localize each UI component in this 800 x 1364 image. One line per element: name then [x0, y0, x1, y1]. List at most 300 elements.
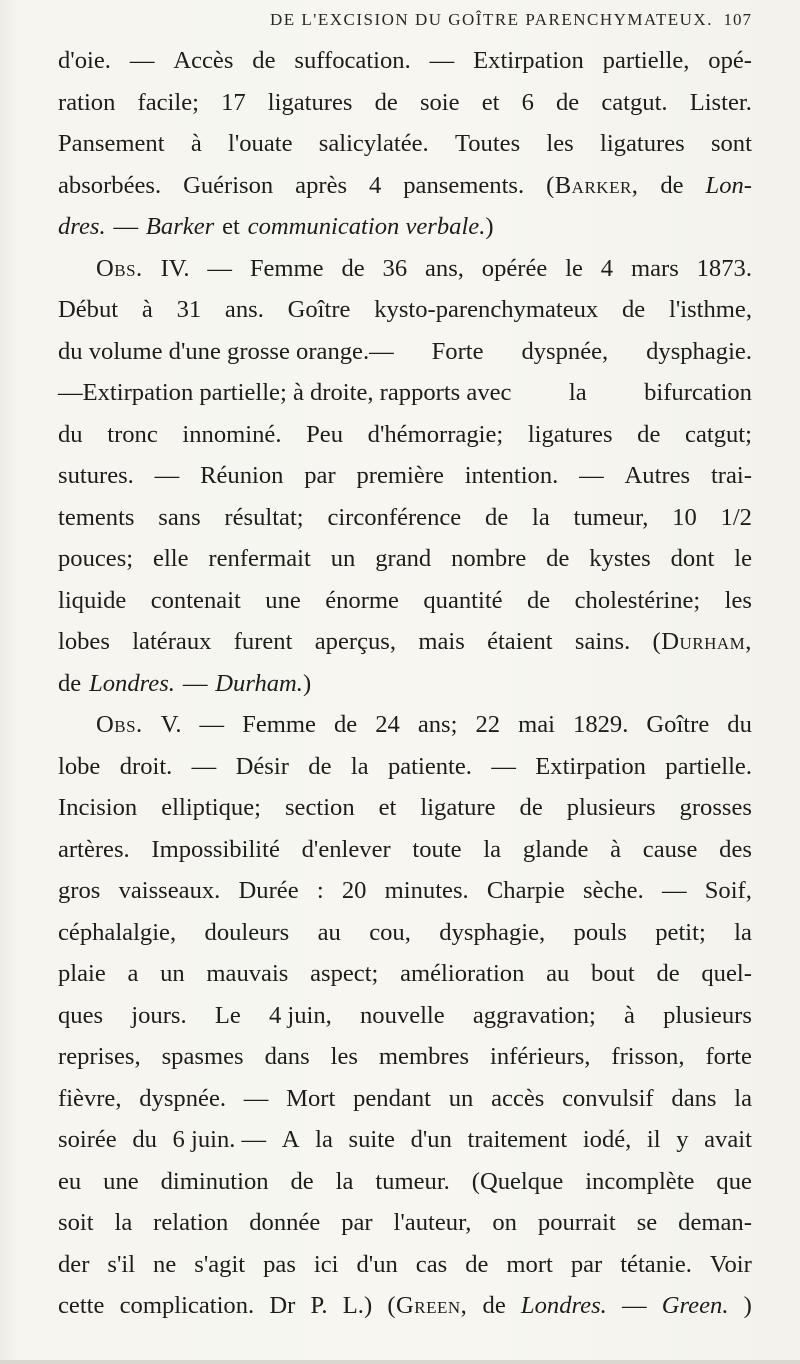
word: aperçus, — [314, 628, 397, 655]
word: — — [243, 1084, 269, 1112]
running-header — [270, 10, 752, 30]
text-line — [58, 746, 752, 788]
word: d'oie. — [58, 47, 111, 74]
word: elle — [153, 545, 189, 572]
word: ligatures — [267, 88, 353, 116]
word: mauvais — [206, 960, 289, 987]
word: Extirpation — [535, 752, 646, 780]
word: pouls — [573, 918, 627, 946]
word: L.) — [342, 1292, 373, 1319]
word: étaient — [487, 628, 553, 655]
word: circonférence — [327, 503, 462, 531]
word: lobe — [58, 752, 101, 780]
running-title: DE L'EXCISION DU GOÎTRE PARENCHYMATEUX. — [270, 10, 713, 29]
word: à — [623, 1001, 635, 1029]
word: jours. — [131, 1001, 187, 1029]
word: douleurs — [204, 918, 290, 946]
word: kystes — [589, 545, 651, 572]
text-line — [58, 331, 752, 373]
word: ) — [743, 1292, 752, 1319]
word: ligatures — [600, 130, 685, 157]
word: l'ouate — [227, 130, 293, 157]
word: Réunion — [200, 462, 284, 489]
word: au — [317, 918, 341, 946]
word: inférieurs, — [490, 1043, 591, 1070]
word: s'agit — [194, 1250, 246, 1278]
word: de — [308, 752, 332, 780]
word: il — [646, 1126, 661, 1153]
word: a — [127, 960, 139, 987]
word: Désir — [235, 752, 289, 780]
word: — — [579, 462, 604, 489]
word: : — [316, 877, 324, 904]
word: ans. — [224, 296, 264, 323]
word: IV. — [160, 254, 190, 282]
word: tronc — [107, 420, 158, 448]
word: un — [330, 545, 356, 572]
word: dyspnée, — [521, 337, 609, 365]
word: de — [546, 545, 570, 572]
word: nouvelle — [360, 1001, 445, 1029]
word: Guérison — [183, 171, 274, 199]
text-line — [58, 1078, 752, 1120]
word: absorbées. — [58, 171, 162, 199]
word: amélioration — [400, 960, 525, 987]
word: patiente. — [387, 752, 472, 780]
word: de — [519, 794, 543, 821]
word: trai- — [710, 462, 752, 489]
text-line — [58, 787, 752, 829]
word: sutures. — [58, 462, 134, 489]
word: plaie — [58, 960, 106, 987]
word: de — [290, 1167, 314, 1195]
word: un — [160, 960, 185, 987]
word: de — [252, 47, 276, 74]
text-line — [58, 414, 752, 456]
text-line — [58, 1036, 752, 1078]
word: Londres. — [520, 1292, 607, 1319]
text-line — [58, 1161, 752, 1203]
word: ) — [485, 213, 494, 240]
word: cause — [642, 835, 698, 863]
word: une — [103, 1167, 139, 1195]
word: tétanie. — [620, 1250, 692, 1278]
text-line — [58, 40, 752, 82]
word: à — [190, 130, 202, 157]
word: convulsif — [562, 1084, 654, 1112]
word: aspect; — [310, 960, 379, 987]
word: dyspnée. — [139, 1084, 227, 1112]
word: spasmes — [161, 1043, 244, 1070]
text-line — [58, 704, 752, 746]
text-line — [58, 123, 752, 165]
word: 20 — [341, 877, 367, 904]
word: cou, — [369, 918, 411, 946]
word: de — [482, 1292, 506, 1319]
word: ans; — [417, 711, 458, 738]
text-line — [58, 497, 752, 539]
word: catgut. — [601, 88, 668, 116]
word: d'un — [356, 1250, 398, 1278]
word: complication. — [119, 1292, 255, 1319]
word: incomplète — [585, 1167, 695, 1195]
word: de — [333, 711, 358, 738]
word: iodé, — [582, 1126, 632, 1153]
word: — — [182, 669, 208, 697]
text-line — [58, 870, 752, 912]
word: Lon- — [705, 171, 752, 199]
word: petit; — [655, 918, 706, 946]
word: partielle. — [665, 752, 752, 780]
word: Charpie — [486, 877, 565, 904]
word: suite — [348, 1126, 395, 1153]
word: —Extirpation partielle; à droite, rapports avec — [58, 379, 512, 406]
word: Impossibilité — [151, 835, 280, 863]
word: soit — [58, 1209, 94, 1236]
word: les — [330, 1043, 358, 1070]
word: Barker — [145, 213, 215, 240]
word: grosses — [679, 794, 752, 821]
text-line — [58, 1285, 752, 1327]
word: s'il — [107, 1250, 136, 1278]
word: deman- — [678, 1209, 752, 1236]
word: innominé. — [182, 420, 282, 448]
word: dres. — [58, 213, 106, 240]
word: plusieurs — [663, 1001, 752, 1029]
word: Incision — [58, 794, 138, 821]
word: la — [734, 918, 752, 946]
word: frisson, — [611, 1043, 685, 1070]
word: 17 — [221, 88, 246, 116]
word: 4 — [600, 254, 614, 282]
word: à — [141, 296, 153, 323]
word: facile; — [137, 88, 199, 116]
word: soie — [419, 88, 460, 116]
word: de — [374, 88, 398, 116]
word: y — [676, 1126, 689, 1153]
word: de — [465, 1250, 489, 1278]
word: ici — [313, 1250, 339, 1278]
word: sains. — [574, 628, 631, 655]
word: kysto-parenchymateux — [374, 296, 599, 323]
word: l'auteur, — [393, 1209, 472, 1236]
word: du volume d'une grosse orange.— — [58, 337, 394, 365]
word: salicylatée. — [318, 130, 429, 157]
word: Soif, — [704, 877, 752, 904]
word: la — [568, 379, 587, 406]
text-line — [58, 1119, 752, 1161]
word: artères. — [58, 835, 130, 863]
word: 6 juin. — — [172, 1126, 267, 1153]
word: diminution — [160, 1167, 269, 1195]
word: traitement — [467, 1126, 568, 1153]
word: au — [546, 960, 570, 987]
word: de — [58, 669, 82, 697]
word: du — [727, 711, 752, 738]
word: et — [378, 794, 397, 821]
word: (Quelque — [471, 1167, 564, 1195]
word: d'enlever — [301, 835, 391, 863]
word: la — [483, 835, 502, 863]
word: Début — [58, 296, 119, 323]
text-line — [58, 1244, 752, 1286]
word: toute — [412, 835, 462, 863]
word: membres — [378, 1043, 470, 1070]
word: — — [429, 47, 455, 74]
word: (Green, — [387, 1292, 468, 1319]
word: Autres — [624, 462, 691, 489]
word: Green. — [661, 1292, 729, 1319]
word: la — [315, 1126, 333, 1153]
word: dysphagie, — [439, 918, 546, 946]
word: la — [114, 1209, 133, 1236]
word: elliptique; — [161, 794, 261, 821]
text-line — [58, 248, 752, 290]
word: Mort — [286, 1084, 336, 1112]
word: Femme — [249, 254, 324, 282]
word: la — [734, 1084, 752, 1112]
word: première — [356, 462, 444, 489]
word: — — [207, 254, 232, 282]
word: communication verbale. — [247, 213, 486, 240]
word: accès — [491, 1084, 545, 1112]
word: partielle, — [602, 47, 690, 74]
word: — — [621, 1292, 647, 1319]
word: cette — [58, 1292, 105, 1319]
word: et — [481, 88, 500, 116]
word: après — [295, 171, 348, 199]
word: 31 — [176, 296, 202, 323]
word: catgut; — [685, 420, 752, 448]
word: vaisseaux. — [118, 877, 221, 904]
word: 10 — [672, 503, 697, 531]
text-line — [58, 455, 752, 497]
word: (Barker, — [546, 171, 639, 199]
word: de — [660, 171, 684, 199]
word: Dr — [269, 1292, 296, 1319]
word: — — [661, 877, 687, 904]
word: ligature — [420, 794, 496, 821]
word: opérée — [481, 254, 548, 282]
word: 4 — [369, 171, 382, 199]
word: énorme — [325, 586, 399, 614]
word: la — [335, 1167, 354, 1195]
word: — — [129, 47, 155, 74]
word: on — [492, 1209, 517, 1236]
word: gros — [58, 877, 101, 904]
word: Le — [214, 1001, 241, 1029]
word: de — [485, 503, 509, 531]
word: forte — [705, 1043, 752, 1070]
word: der — [58, 1250, 90, 1278]
word: que — [716, 1167, 752, 1195]
word: 4 juin, — [268, 1001, 332, 1029]
word: donnée — [249, 1209, 321, 1236]
text-line — [58, 538, 752, 580]
word: furent — [233, 628, 293, 655]
word: A — [281, 1126, 300, 1153]
word: Obs. — [96, 254, 143, 282]
word: 1/2 — [720, 503, 752, 531]
word: pendant — [353, 1084, 431, 1112]
word: — — [191, 752, 217, 780]
page-number: 107 — [723, 10, 752, 29]
word: ration — [58, 88, 116, 116]
word: eu — [58, 1167, 82, 1195]
word: — — [154, 462, 180, 489]
word: à — [610, 835, 622, 863]
word: les — [724, 586, 752, 614]
text-line — [58, 580, 752, 622]
page-edge — [0, 1360, 800, 1364]
word: plusieurs — [566, 794, 656, 821]
text-line — [58, 953, 752, 995]
word: cholestérine; — [574, 586, 701, 614]
word: Toutes — [454, 130, 521, 157]
word: Goître — [287, 296, 351, 323]
word: Pansement — [58, 130, 165, 157]
word: aggravation; — [472, 1001, 596, 1029]
word: P. — [310, 1292, 328, 1319]
word: Extirpation — [473, 47, 584, 74]
word: quantité — [423, 586, 503, 614]
word: pansements. — [403, 171, 525, 199]
word: la — [350, 752, 369, 780]
word: ) — [302, 669, 312, 697]
text-line — [58, 1202, 752, 1244]
word: Durham. — [215, 669, 303, 697]
word: et — [222, 213, 240, 240]
word: mars — [630, 254, 679, 282]
word: le — [565, 254, 583, 282]
word: — — [199, 711, 225, 738]
word: ligatures — [527, 420, 613, 448]
word: — — [113, 213, 139, 240]
word: renfermait — [208, 545, 311, 572]
word: ques — [58, 1001, 104, 1029]
word: l'isthme, — [668, 296, 752, 323]
word: le — [734, 545, 752, 572]
word: un — [448, 1084, 474, 1112]
word: reprises, — [58, 1043, 141, 1070]
word: pourrait — [537, 1209, 616, 1236]
word: mais — [418, 628, 465, 655]
word: mai — [518, 711, 555, 738]
word: de — [622, 296, 646, 323]
word: suffocation. — [294, 47, 411, 74]
text-line — [58, 995, 752, 1037]
word: dont — [670, 545, 715, 572]
word: cas — [415, 1250, 448, 1278]
word: Obs. — [96, 711, 143, 738]
word: relation — [153, 1209, 229, 1236]
word: ans, — [424, 254, 464, 282]
word: lobes — [58, 628, 110, 655]
word: de — [526, 586, 551, 614]
word: dans — [264, 1043, 310, 1070]
word: les — [546, 130, 574, 157]
word: minutes. — [384, 877, 469, 904]
word: ne — [153, 1250, 177, 1278]
word: sont — [710, 130, 752, 157]
word: dysphagie. — [646, 337, 752, 365]
word: liquide — [58, 586, 127, 614]
word: céphalalgie, — [58, 918, 177, 946]
text-line — [58, 82, 752, 124]
word: de — [555, 88, 580, 116]
word: mort — [506, 1250, 553, 1278]
text-line — [58, 206, 752, 248]
word: grand — [375, 545, 432, 572]
word: tumeur, — [573, 503, 649, 531]
word: d'hémorragie; — [367, 420, 504, 448]
word: tements — [58, 503, 135, 531]
word: droit. — [119, 752, 173, 780]
body-text — [58, 40, 752, 1327]
text-line — [58, 829, 752, 871]
word: une — [265, 586, 301, 614]
word: des — [719, 835, 752, 863]
word: (Durham, — [652, 628, 752, 655]
word: Peu — [306, 420, 344, 448]
word: nombre — [451, 545, 527, 572]
word: sans — [158, 503, 201, 531]
word: contenait — [150, 586, 241, 614]
text-line — [58, 372, 752, 414]
word: glande — [522, 835, 589, 863]
word: soirée — [58, 1126, 117, 1153]
word: — — [491, 752, 516, 780]
word: du — [132, 1126, 157, 1153]
word: pouces; — [58, 545, 134, 572]
word: de — [656, 960, 680, 987]
word: Forte — [431, 337, 484, 365]
word: Voir — [709, 1250, 752, 1278]
word: 24 — [375, 711, 400, 738]
word: bout — [591, 960, 635, 987]
word: dans — [671, 1084, 717, 1112]
word: quel- — [701, 960, 752, 987]
word: par — [341, 1209, 373, 1236]
word: pas — [263, 1250, 296, 1278]
word: tumeur. — [375, 1167, 450, 1195]
word: du — [58, 420, 83, 448]
word: 36 — [382, 254, 408, 282]
text-line — [58, 165, 752, 207]
word: intention. — [464, 462, 559, 489]
word: se — [636, 1209, 658, 1236]
word: Accès — [173, 47, 234, 74]
word: sèche. — [582, 877, 644, 904]
word: opé- — [708, 47, 752, 74]
word: Londres. — [89, 669, 175, 697]
text-line — [58, 621, 752, 663]
text-line — [58, 912, 752, 954]
word: Femme — [242, 711, 316, 738]
text-line — [58, 289, 752, 331]
word: de — [637, 420, 661, 448]
word: avait — [704, 1126, 752, 1153]
word: d'un — [410, 1126, 452, 1153]
word: la — [532, 503, 550, 531]
word: 1873. — [696, 254, 752, 282]
text-line — [58, 663, 752, 705]
word: de — [341, 254, 365, 282]
word: par — [304, 462, 336, 489]
word: 22 — [475, 711, 501, 738]
word: Goître — [646, 711, 710, 738]
word: Durée — [238, 877, 299, 904]
